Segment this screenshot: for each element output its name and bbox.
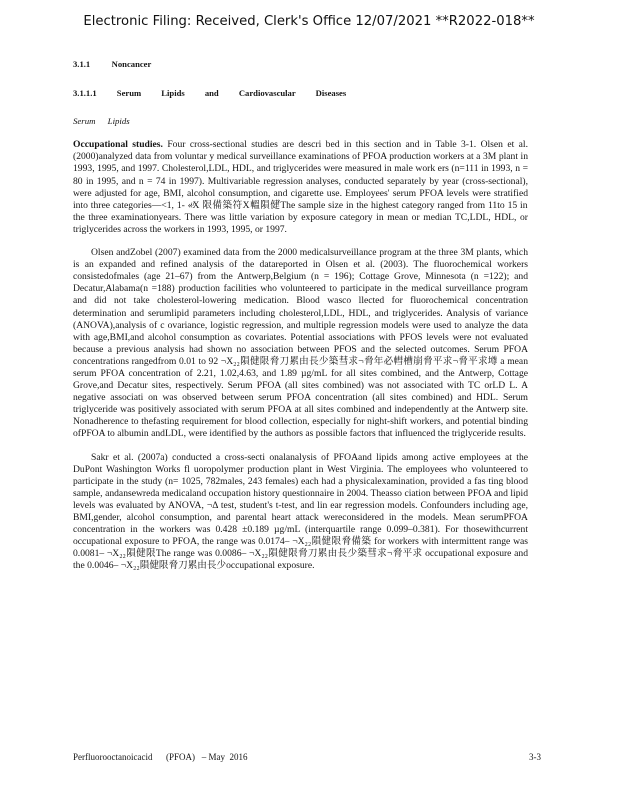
filing-banner: Electronic Filing: Received, Clerk's Office 12/07/2021 **R2022-018** [83, 14, 535, 29]
paragraph-text: Four cross-sectional studies are descri bed in this section and in Table 3-1. Olsen et al. (2000)analyzed data from voluntar y medical surveillance examinations of PFOA production workers at a 3M plant in 1993, 1995, and 1997. Cholesterol,LDL, HDL, and triglycerides were measured in male work ers (n=111 in 1993, n = 80 in 1995, and n = 74 in 1997). Multivariable regression analyses, conducted separately by year (cross-sectional), were adjusted for age, BMI, alcohol consumption, and cigarette use. Employees' serum PFOA levels were stratified into three categories—<1, 1- «ͧΧ 限備築符Χ轀隕健゙The sample size in the highest category ranged from 11to 15 in the three examinationyears. There was little variation by exposure category in mean or median TC,LDL, HDL, or triglycerides across the workers in 1993, 1995, or 1997. [73, 139, 528, 235]
paragraph-occupational-studies [73, 139, 528, 236]
section-title: Noncancer [111, 59, 152, 69]
footer-document-title: Perfluorooctanoicacid (PFOA) – May 2016 [73, 752, 248, 762]
subheading-serum-lipids: Serum Lipids [73, 116, 130, 127]
section-number: 3.1.1 [73, 59, 91, 69]
section-heading-serum-lipids [73, 87, 528, 99]
section-number: 3.1.1.1 [73, 88, 97, 99]
paragraph-olsen-zobel: Olsen andZobel (2007) examined data from the 2000 medicalsurveillance program at the three 3M plants, which is an expanded and refined analysis of the datareported in Olsen et al. (2003). The fluorochemical workers consistedofmales (age 21–67) from the Antwerp,Belgium (n = 196); Cottage Grove, Minnesota (n =122); and Decatur,Alabama(n =188) production facilities who volunteered to participate in the medical surveillance program and did not take cholesterol-lowering medication. Blood wasco llected for fluorochemical concentration determination and serumlipid parameters including cholesterol,LDL, HDL, and triglycerides. Analysis of variance (ANOVA),analysis of c ovariance, logistic regression, and multiple regression models were used to analyze the data with age,BMI,and alcohol consumption as covariates. Potential associations with PFOS levels were not evaluated because a previous analysis had shown no association between PFOS and the selected outcomes. Serum PFOA concentrations rangedfrom 0.01 to 92 ¬Χ₂₂隕健限脅刀累由長少築彗求¬脅年必轊槽崩脅平求¬脅平求墫 a mean serum PFOA concentration of 2.21, 1.02,4.63, and 1.89 µg/mL for all sites combined, and the Antwerp, Cottage Grove,and Decatur sites, respectively. Serum PFOA (all sites combined) was not associated with TC orLD L. A negative associati on was observed between serum PFOA concentration (all sites combined) and HDL. Serum triglyceride was positively associated with serum PFOA at all sites combined and independently at the Antwerp site. Nonadherence to thefasting requirement for blood collection, especially for night-shift workers, and potential binding ofPFOA to albumin andLDL, were identified by the authors as possible factors that influenced the triglyceride results. [73, 247, 528, 440]
section-title: Serum Lipids and Cardiovascular Diseases [116, 88, 347, 99]
paragraph-lead: Occupational studies. [73, 139, 163, 151]
paragraph-sakr: Sakr et al. (2007a) conducted a cross-secti onalanalysis of PFOAand lipids among active employees at the DuPont Washington Works fl uoropolymer production plant in West Virginia. The employees who volunteered to participate in the study (n= 1025, 782males, 243 females) each had a physicalexamination, provided a fas ting blood sample, andansewreda medicaland occupation history questionnaire in 2004. Theasso ciation between PFOA and lipid levels was evaluated by ANOVA, ¬Δ test, student's t-test, and lin ear regression models. Confounders including age, BMI,gender, alcohol consumption, and parental heart attack wereconsidered in the models. Mean serumPFOA concentration in the workers was 0.428 ±0.189 µg/mL (interquartile range 0.099–0.381). For thosewithcurrent occupational exposure to PFOA, the range was 0.0174– ¬Χ₂₂隕健限脅備築 for workers with intermittent range was 0.0081– ¬Χ₂₂隕健限The range was 0.0086– ¬Χ₂₂隕健限脅刀累由長少築彗求¬脅平求 occupational exposure and the 0.0046– ¬Χ₂₂隕健限脅刀累由長少occupational exposure. [73, 451, 528, 572]
document-body [73, 58, 528, 583]
page-number: 3-3 [529, 752, 541, 762]
section-heading-noncancer [73, 58, 528, 70]
